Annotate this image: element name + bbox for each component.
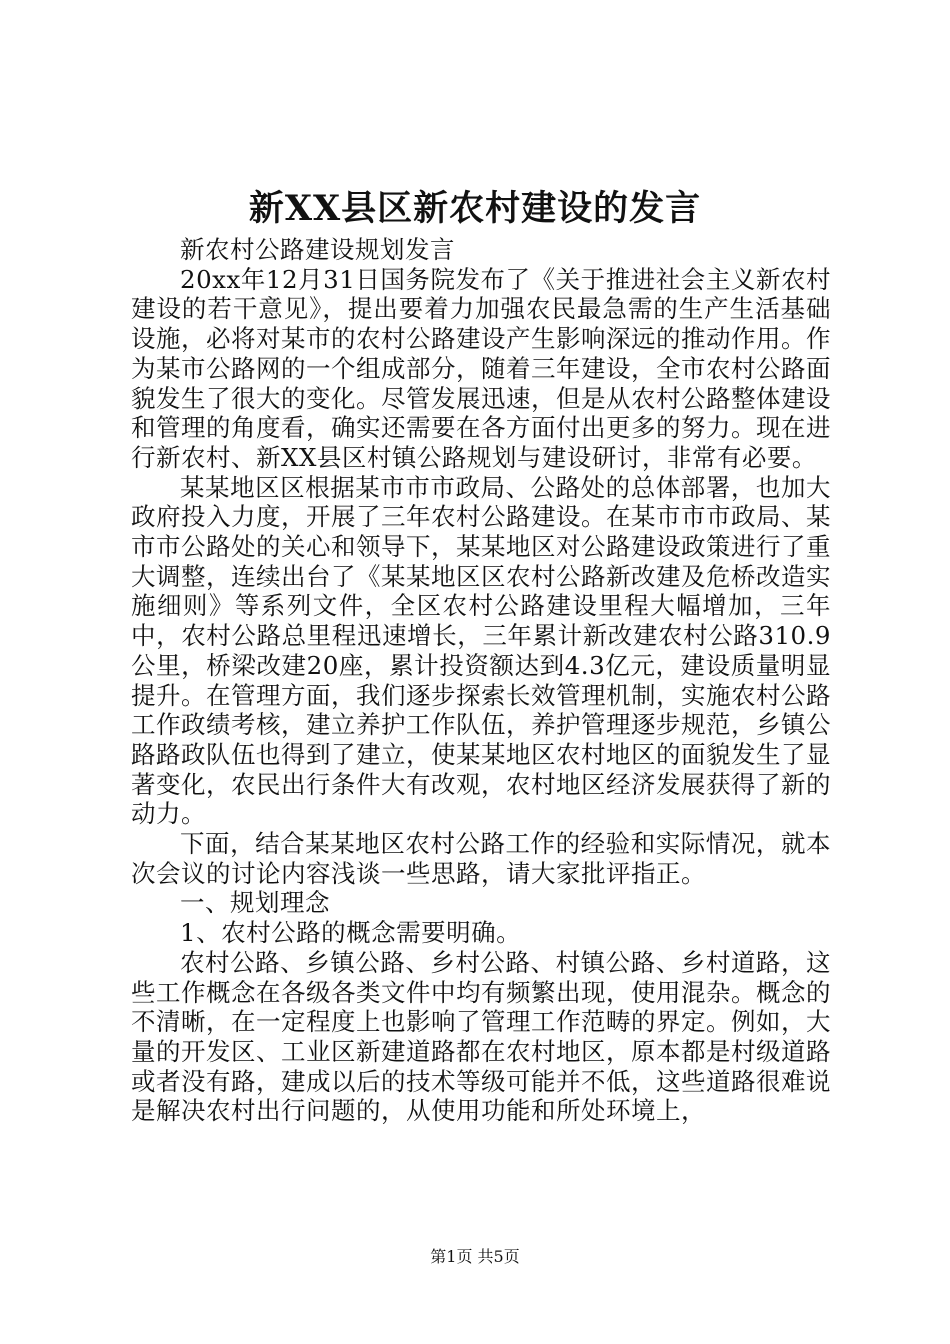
page-number-footer: 第1页 共5页 <box>430 1247 520 1266</box>
paragraph-subtitle: 新农村公路建设规划发言 <box>180 235 455 264</box>
section-heading: 一、规划理念 <box>180 888 330 918</box>
document-body <box>131 235 831 1126</box>
paragraph: 下面，结合某某地区农村公路工作的经验和实际情况，就本次会议的讨论内容浅谈一些思路，请大家批评指正。 <box>131 829 831 888</box>
paragraph: 某某地区区根据某市市市政局、公路处的总体部署，也加大政府投入力度，开展了三年农村公路建设。在某市市市政局、某市市公路处的关心和领导下，某某地区对公路建设政策进行了重大调整，连续出台了《某某地区区农村公路新改建及危桥改造实施细则》等系列文件，全区农村公路建设里程大幅增加，三年中，农村公路总里程迅速增长，三年累计新改建农村公路310.9公里，桥梁改建20座，累计投资额达到4.3亿元，建设质量明显提升。在管理方面，我们逐步探索长效管理机制，实施农村公路工作政绩考核，建立养护工作队伍，养护管理逐步规范，乡镇公路路政队伍也得到了建立，使某某地区农村地区的面貌发生了显著变化，农民出行条件大有改观，农村地区经济发展获得了新的动力。 <box>131 472 831 829</box>
paragraph: 20xx年12月31日国务院发布了《关于推进社会主义新农村建设的若干意见》，提出要着力加强农民最急需的生产生活基础设施，必将对某市的农村公路建设产生影响深远的推动作用。作为某市公路网的一个组成部分，随着三年建设，全市农村公路面貌发生了很大的变化。尽管发展迅速，但是从农村公路整体建设和管理的角度看，确实还需要在各方面付出更多的努力。现在进行新农村、新XX县区村镇公路规划与建设研讨，非常有必要。 <box>131 264 831 472</box>
paragraph: 农村公路、乡镇公路、乡村公路、村镇公路、乡村道路，这些工作概念在各级各类文件中均有频繁出现，使用混杂。概念的不清晰，在一定程度上也影响了管理工作范畴的界定。例如，大量的开发区、工业区新建道路都在农村地区，原本都是村级道路或者没有路，建成以后的技术等级可能并不低，这些道路很难说是解决农村出行问题的，从使用功能和所处环境上， <box>131 947 831 1126</box>
document-title: 新XX县区新农村建设的发言 <box>248 188 702 229</box>
subsection-heading: 1、农村公路的概念需要明确。 <box>180 918 522 948</box>
